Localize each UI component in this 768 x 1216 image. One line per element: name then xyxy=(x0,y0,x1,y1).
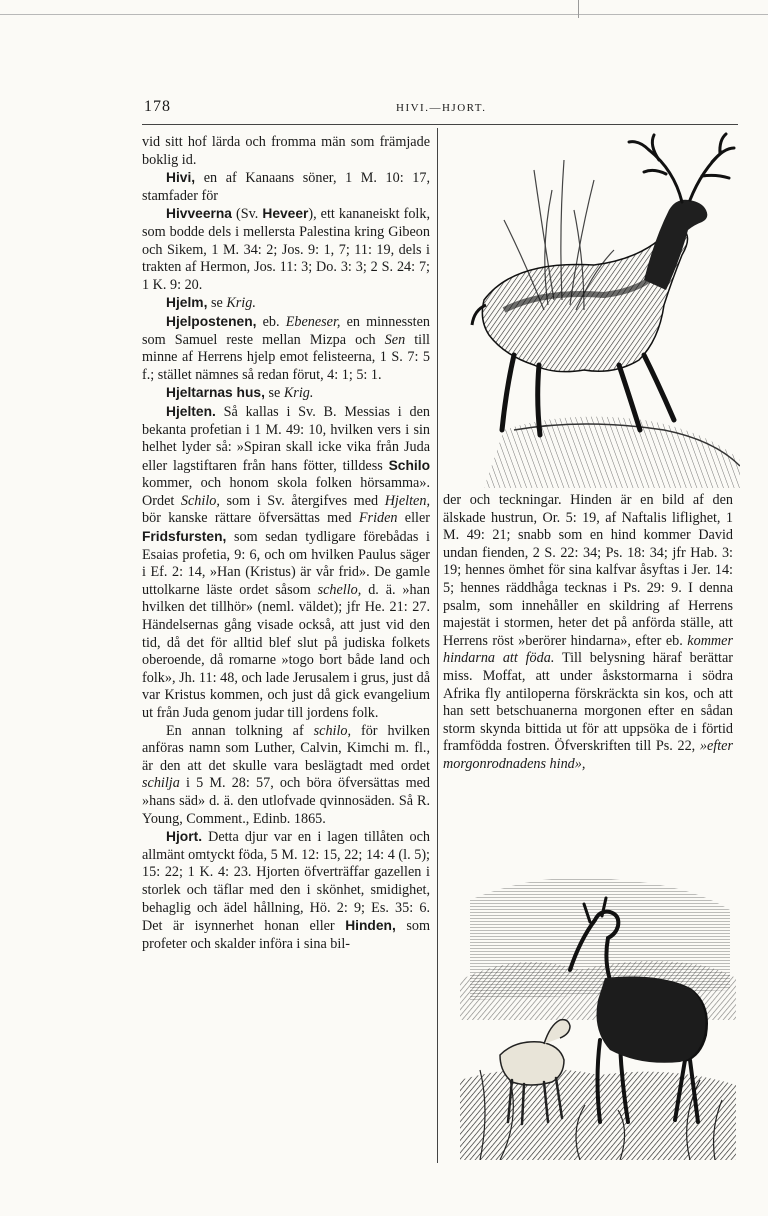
hind-illustration xyxy=(460,860,736,1160)
stag-engraving-icon xyxy=(444,130,740,488)
header-rule xyxy=(142,124,738,125)
entry-term: Hjelten. xyxy=(166,403,216,419)
entry-hjort-continued: der och teckningar. Hinden är en bild af den älskade hustrun, Or. 5: 19, af Naftalis liflighet, 1 M. 49: 21; snabb som en hind kommer David undan fienden, 2 S. 22: 34; Ps. 18: 34; jfr Hab. 3: 19; hennes ömhet för sina kalfvar åsyftas i Jer. 14: 5; hennes räddhåga tecknas i Ps. 29: 9. I denna psalm, som innehåller en skildring af Herrens majestät i stormen, heter det på anförda ställe, att Herrens röst »berörer hindarna», efter eb. kommer hindarna att föda. Till belysning häraf berättar miss. Moffat, att under åskstormarna i södra Afrika fly antiloperna förskräckta sin kos, och att han sett betschuanerna morgonen efter en sådan storm skynda bittida ut för att uppsöka de i förtid framfödda fostren. Öfverskriften till Ps. 22, »efter morgonrodnadens hind», xyxy=(443,492,733,772)
stag-illustration xyxy=(444,130,740,488)
entry-hjelm: Hjelm, se Krig. xyxy=(166,295,256,312)
entry-hjort: Hjort. Detta djur var en i lagen tillåten och allmänt omtyckt föda, 5 M. 12: 15, 22; 14: 4 (l. 5); 15: 22; 1 K. 4: 23. Hjorten öfverträffar gazellen i storlek och täflar med den i skönhet, smidighet, behaglig och ädel hållning, Hö. 2: 9; Es. 35: 6. Det är isynnerhet honan eller Hinden, som profeter och skalder införa i sina bil- xyxy=(142,829,430,952)
paragraph-schilo-interpretation: En annan tolkning af schilo, för hvilken anföras namn som Luther, Calvin, Kimchi m. fl., är den att det skulle vara beslägtadt med ordet schilja i 5 M. 28: 57, och böra öfversättas med »hans säd» d. ä. den utlofvade qvinnosäden. Så R. Young, Comment., Edinb. 1865. xyxy=(142,722,430,827)
entry-term: Hjelpostenen, xyxy=(166,313,257,329)
entry-hjeltarnas-hus: Hjeltarnas hus, se Krig. xyxy=(166,385,314,402)
right-column xyxy=(443,492,733,774)
entry-term: Hjelm, xyxy=(166,295,208,311)
left-column xyxy=(142,134,430,953)
entry-term: Hjort. xyxy=(166,829,203,845)
scan-edge-line xyxy=(0,14,768,15)
entry-term: Hivi, xyxy=(166,170,196,186)
entry-term: Hivveerna xyxy=(166,206,232,222)
entry-term: Hjeltarnas hus, xyxy=(166,385,265,401)
entry-hjelpostenen: Hjelpostenen, eb. Ebeneser, en minnessten som Samuel reste mellan Mizpa och Sen till minne af Herrens hjelp emot felisteerna, 1 S. 7: 5 f.; stället nämnes så redan förut, 4: 1; 5: 1. xyxy=(142,313,430,383)
hind-engraving-icon xyxy=(460,860,736,1160)
page-number: 178 xyxy=(144,98,171,115)
column-divider xyxy=(437,128,438,1163)
cross-reference: Krig. xyxy=(283,385,314,402)
running-head: HIVI.—HJORT. xyxy=(396,102,487,114)
cross-reference: Krig. xyxy=(226,295,256,312)
entry-hjelten: Hjelten. Så kallas i Sv. B. Messias i den bekanta profetian i 1 M. 49: 10, hvilken vers i sin helhet lyder så: »Spiran skall icke vika från Juda eller lagstiftaren från hans fötter, tilldess Schilo kommer, och honom skola folken hörsamma». Ordet Schilo, som i Sv. återgifves med Hjelten, bör kanske rättare öfversättas med Friden eller Fridsfursten, som sedan tydligare förebådas i Esaias profetia, 9: 6, och om hvilken Paulus säger i Ef. 2: 14, »Han (Kristus) är vår frid». De gamle uttolkarne läste ordet såsom schello, d. ä. »han hvilken det tillhör» (neml. väldet); jfr He. 21: 27. Händelsernas gång visade också, att just vid den tid, då det för alltid blef slut på judiska folkets oberoende, då romarne »togo bort både land och folk», Jh. 11: 48, och lade Jerusalem i grus, just då var Kristus kommen, och just då gick evangelium ut från Juda genom judar till jordens folk. xyxy=(142,403,430,721)
entry-hivveerna: Hivveerna (Sv. Heveer), ett kananeiskt folk, som bodde dels i mellersta Palestina kring Gibeon och Sikem, 1 M. 34: 2; Jos. 9: 1, 7; 11: 19, dels i trakten af Hermon, Jos. 11: 3; Do. 3: 3; 2 S. 24: 7; 1 K. 9: 20. xyxy=(142,206,430,293)
paragraph-continuation: vid sitt hof lärda och fromma män som främjade boklig id. xyxy=(142,134,430,168)
scan-edge-tick xyxy=(578,0,579,18)
entry-hivi: Hivi, en af Kanaans söner, 1 M. 10: 17, stamfader för xyxy=(142,170,430,204)
